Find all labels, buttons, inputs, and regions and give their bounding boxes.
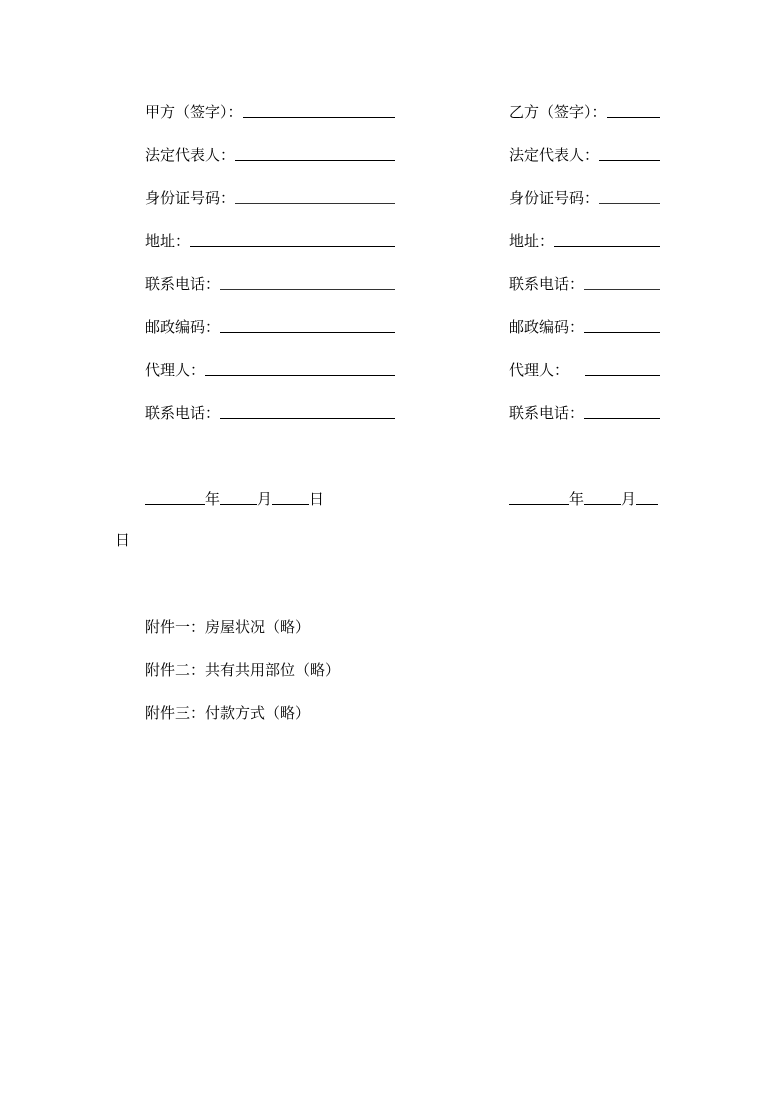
party-b-year-blank[interactable] (509, 503, 569, 505)
party-b-postcode-label: 邮政编码： (509, 318, 585, 336)
party-a-year-label: 年 (205, 490, 221, 508)
attachment-2: 附件二：共有共用部位（略） (145, 661, 341, 679)
party-a-postcode-row (145, 316, 395, 336)
party-a-signature-row (145, 101, 395, 121)
party-b-address-label: 地址： (509, 232, 555, 250)
party-a-address-blank[interactable] (190, 245, 395, 247)
party-a-agent-blank[interactable] (205, 374, 395, 376)
party-a-agent-label: 代理人： (145, 361, 206, 379)
party-b-address-blank[interactable] (554, 245, 660, 247)
attachment-3: 附件三：付款方式（略） (145, 704, 311, 722)
party-a-agent-row (145, 359, 395, 379)
attachment-1: 附件一：房屋状况（略） (145, 618, 311, 636)
party-b-agent-phone-label: 联系电话： (509, 404, 585, 422)
party-a-month-blank[interactable] (220, 503, 257, 505)
party-b-phone-row (509, 273, 660, 293)
party-a-address-row (145, 230, 395, 250)
party-a-date-row (145, 488, 324, 508)
party-b-legal-rep-label: 法定代表人： (509, 146, 600, 164)
party-a-phone-label: 联系电话： (145, 275, 221, 293)
party-b-postcode-row (509, 316, 660, 336)
party-a-day-blank[interactable] (272, 503, 309, 505)
party-b-agent-blank[interactable] (585, 374, 660, 376)
party-a-agent-phone-label: 联系电话： (145, 404, 221, 422)
party-a-postcode-blank[interactable] (220, 331, 395, 333)
party-b-day-blank[interactable] (636, 503, 658, 505)
party-b-legal-rep-blank[interactable] (599, 159, 660, 161)
party-b-date-row (509, 488, 658, 508)
party-b-year-label: 年 (569, 490, 585, 508)
party-b-id-label: 身份证号码： (509, 189, 600, 207)
party-a-legal-rep-row (145, 144, 395, 164)
party-b-agent-label: 代理人： (509, 361, 570, 379)
party-a-legal-rep-label: 法定代表人： (145, 146, 236, 164)
party-a-month-label: 月 (257, 490, 273, 508)
party-b-signature-label: 乙方（签字）： (509, 103, 607, 121)
party-b-postcode-blank[interactable] (584, 331, 660, 333)
party-b-address-row (509, 230, 660, 250)
party-a-signature-blank[interactable] (243, 116, 395, 118)
party-b-agent-phone-row (509, 402, 660, 422)
party-b-day-label: 日 (115, 531, 131, 549)
party-b-id-blank[interactable] (599, 202, 660, 204)
party-a-id-label: 身份证号码： (145, 189, 236, 207)
party-b-signature-row (509, 101, 660, 121)
party-a-agent-phone-blank[interactable] (220, 417, 395, 419)
party-b-month-blank[interactable] (584, 503, 621, 505)
party-a-legal-rep-blank[interactable] (235, 159, 395, 161)
party-b-agent-phone-blank[interactable] (584, 417, 660, 419)
party-b-id-row (509, 187, 660, 207)
party-a-id-row (145, 187, 395, 207)
party-a-signature-label: 甲方（签字）： (145, 103, 243, 121)
party-a-id-blank[interactable] (235, 202, 395, 204)
party-a-address-label: 地址： (145, 232, 191, 250)
party-b-signature-blank[interactable] (607, 116, 660, 118)
party-a-postcode-label: 邮政编码： (145, 318, 221, 336)
party-a-agent-phone-row (145, 402, 395, 422)
party-b-legal-rep-row (509, 144, 660, 164)
party-a-day-label: 日 (309, 490, 325, 508)
party-a-phone-blank[interactable] (220, 288, 395, 290)
party-b-agent-row (509, 359, 660, 379)
party-b-phone-label: 联系电话： (509, 275, 585, 293)
party-b-month-label: 月 (621, 490, 637, 508)
party-a-year-blank[interactable] (145, 503, 205, 505)
party-a-phone-row (145, 273, 395, 293)
party-b-phone-blank[interactable] (584, 288, 660, 290)
